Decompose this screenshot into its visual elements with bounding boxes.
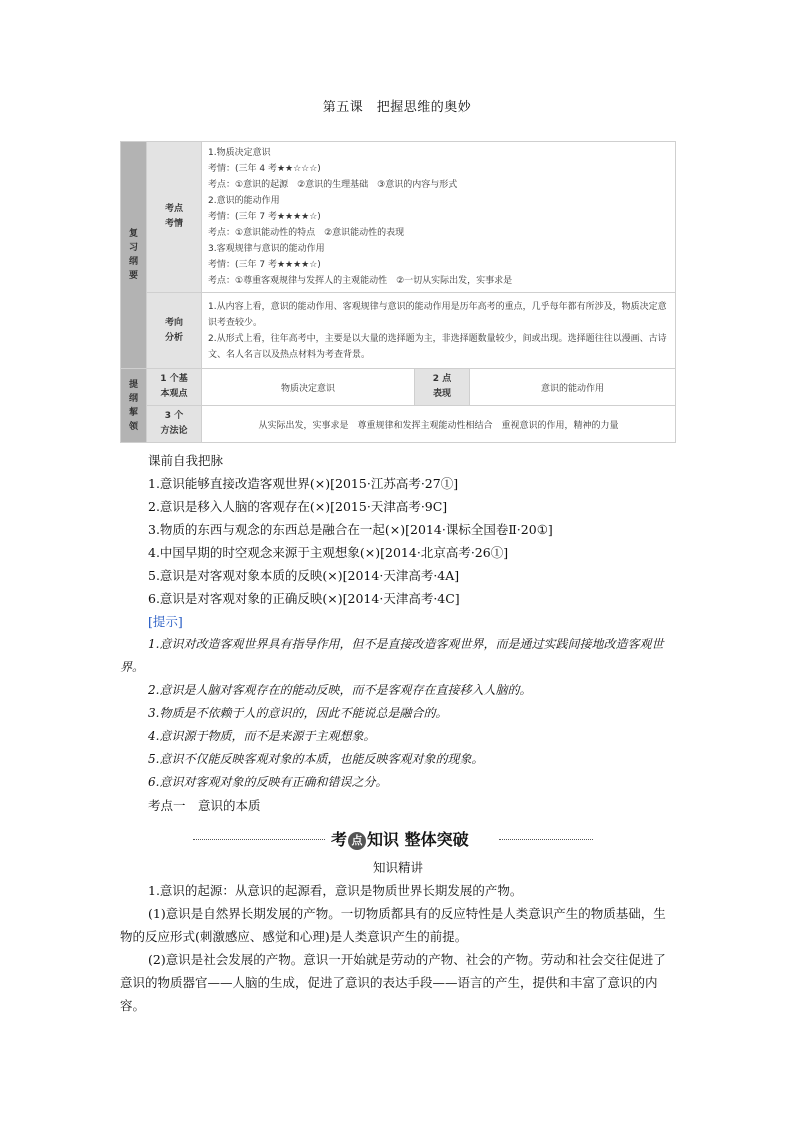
exam-points-content: 1.物质决定意识 考情：(三年 4 考★★☆☆☆) 考点：①意识的起源 ②意识的生理基础 ③意识的内容与形式 2.意识的能动作用 考情：(三年 7 考★★★★☆) 考点：①意识能动性的特点 ②意识能动性的表现 3.客观规律与意识的能动作用 考情：(三年 7 考★★★★☆) 考点：①尊重客观规律与发挥人的主观能动性 ②一切从实际出发，实事求是 <box>202 142 676 293</box>
methods-label: 3 个 方法论 <box>147 406 202 443</box>
hint-item: 3.物质是不依赖于人的意识的，因此不能说总是融合的。 <box>148 706 448 720</box>
review-summary-table <box>120 141 676 443</box>
page-title: 第五课 把握思维的奥妙 <box>322 100 472 115</box>
methods-content: 从实际出发，实事求是 尊重规律和发挥主观能动性相结合 重视意识的作用，精神的力量 <box>202 406 676 443</box>
hint-item: 1.意识对改造客观世界具有指导作用，但不是直接改造客观世界，而是通过实践间接地改造客观世界。 <box>120 637 664 674</box>
knowledge-banner <box>193 827 593 851</box>
hint-item: 6.意识对客观对象的反映有正确和错误之分。 <box>148 775 388 789</box>
key-outline-label: 提 纲 挈 领 <box>121 369 147 443</box>
knowledge-paragraph: (2)意识是社会发展的产物。意识一开始就是劳动的产物、社会的产物。劳动和社会交往促进了意识的物质器官——人脑的生成，促进了意识的表达手段——语言的产生，提供和丰富了意识的内容。 <box>120 952 666 1013</box>
exam-trend-label: 考向 分析 <box>147 293 202 369</box>
banner-divider-left <box>193 839 325 840</box>
section-heading: 考点一 意识的本质 <box>148 798 261 813</box>
knowledge-paragraph: (1)意识是自然界长期发展的产物。一切物质都具有的反应特性是人类意识产生的物质基础，生物的反应形式(刺激感应、感觉和心理)是人类意识产生的前提。 <box>120 906 666 944</box>
banner-dot-icon: 点 <box>348 832 366 850</box>
hint-label: [提示] <box>148 614 183 629</box>
self-check-heading: 课前自我把脉 <box>148 453 224 468</box>
basic-view-label: 1 个基 本观点 <box>147 369 202 406</box>
self-check-item: 3.物质的东西与观念的东西总是融合在一起(×)[2014·课标全国卷Ⅱ·20①] <box>148 522 553 537</box>
knowledge-paragraph: 1.意识的起源：从意识的起源看，意识是物质世界长期发展的产物。 <box>148 883 523 898</box>
hint-item: 5.意识不仅能反映客观对象的本质，也能反映客观对象的现象。 <box>148 752 484 766</box>
self-check-item: 1.意识能够直接改造客观世界(×)[2015·江苏高考·27①] <box>148 476 459 491</box>
hint-item: 4.意识源于物质，而不是来源于主观想象。 <box>148 729 376 743</box>
self-check-item: 4.中国早期的时空观念来源于主观想象(×)[2014·北京高考·26①] <box>148 545 509 560</box>
self-check-item: 2.意识是移入人脑的客观存在(×)[2015·天津高考·9C] <box>148 499 448 514</box>
exam-points-label: 考点 考情 <box>147 142 202 293</box>
banner-divider-right <box>499 839 593 840</box>
basic-view-content: 物质决定意识 <box>202 369 415 406</box>
exam-trend-content: 1.从内容上看，意识的能动作用、客观规律与意识的能动作用是历年高考的重点，几乎每年都有所涉及，物质决定意识考查较少。 2.从形式上看，往年高考中，主要是以大量的选择题为主，非选择题数量较少，间或出现。选择题往往以漫画、古诗文、名人名言以及热点材料为考查背景。 <box>202 293 676 369</box>
knowledge-section <box>120 856 676 1017</box>
review-outline-label: 复 习 纲 要 <box>121 142 147 369</box>
two-points-label: 2 点 表现 <box>415 369 470 406</box>
self-check-item: 6.意识是对客观对象的正确反映(×)[2014·天津高考·4C] <box>148 591 460 606</box>
self-check-item: 5.意识是对客观对象本质的反映(×)[2014·天津高考·4A] <box>148 568 460 583</box>
self-check-section <box>120 449 676 817</box>
banner-title: 考 点 知识 整体突破 <box>331 830 469 849</box>
two-points-content: 意识的能动作用 <box>470 369 676 406</box>
knowledge-heading: 知识精讲 <box>372 860 423 875</box>
hint-item: 2.意识是人脑对客观存在的能动反映，而不是客观存在直接移入人脑的。 <box>148 683 532 697</box>
